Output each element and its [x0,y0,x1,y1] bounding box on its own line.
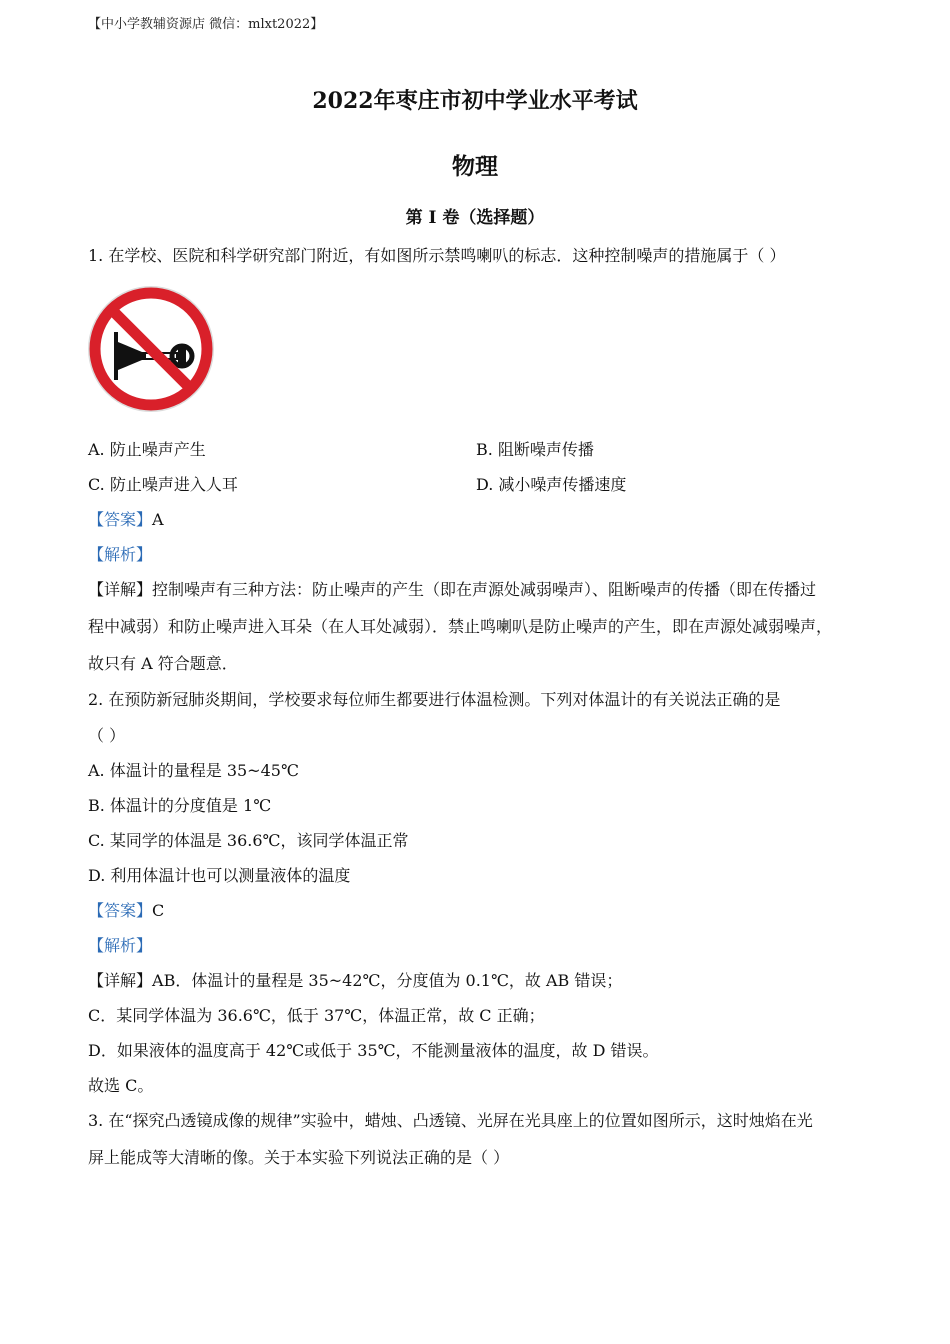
section-title: 第 I 卷（选择题） [405,208,545,228]
q1-detail-line-1: 【详解】控制噪声有三种方法：防止噪声的产生（即在声源处减弱噪声）、阻断噪声的传播（即在传播过 [88,580,817,599]
q1-option-c: C. 防止噪声进入人耳 [88,475,238,494]
q1-option-b: B. 阻断噪声传播 [476,440,594,459]
q1-stem: 1. 在学校、医院和科学研究部门附近，有如图所示禁鸣喇叭的标志．这种控制噪声的措施属于（ ） [88,246,786,265]
q2-option-c: C. 某同学的体温是 36.6℃，该同学体温正常 [88,831,409,850]
q1-detail-line-3: 故只有 A 符合题意． [88,654,238,673]
answer-value: A [152,510,164,529]
q1-analysis-tag: 【解析】 [88,545,153,564]
q1-option-d: D. 减小噪声传播速度 [476,475,627,494]
q2-detail-line-1: 【详解】AB．体温计的量程是 35~42℃，分度值为 0.1℃，故 AB 错误； [88,971,623,990]
q2-stem-line-1: 2. 在预防新冠肺炎期间，学校要求每位师生都要进行体温检测。下列对体温计的有关说法正确的是 [88,690,781,709]
q2-option-d: D. 利用体温计也可以测量液体的温度 [88,866,351,885]
exam-title: 2022年枣庄市初中学业水平考试 [312,88,638,114]
q2-stem-line-2: （ ） [88,726,126,745]
q2-conclusion: 故选 C。 [88,1076,154,1095]
q2-detail-line-2: C．某同学体温为 36.6℃，低于 37℃，体温正常，故 C 正确； [88,1006,545,1025]
detail-tag: 【详解】 [88,971,153,990]
q2-detail-line-3: D．如果液体的温度高于 42℃或低于 35℃，不能测量液体的温度，故 D 错误。 [88,1041,659,1060]
no-horn-sign-icon [86,284,216,414]
q1-answer [88,507,164,530]
answer-tag: 【答案】 [88,901,153,920]
answer-value: C [152,901,165,920]
q1-option-a: A. 防止噪声产生 [88,440,206,459]
detail-tag: 【详解】 [88,580,153,599]
q2-option-a: A. 体温计的量程是 35~45℃ [88,761,299,780]
q2-analysis-tag: 【解析】 [88,936,153,955]
answer-tag: 【答案】 [88,510,153,529]
q2-answer [88,898,164,921]
q1-detail-line-2: 程中减弱）和防止噪声进入耳朵（在人耳处减弱）．禁止鸣喇叭是防止噪声的产生，即在声源处减弱噪声， [88,617,833,636]
q3-stem-line-2: 屏上能成等大清晰的像。关于本实验下列说法正确的是（ ） [88,1148,510,1167]
header-note: 【中小学教辅资源店 微信：mlxt2022】 [88,17,324,32]
q2-option-b: B. 体温计的分度值是 1℃ [88,796,272,815]
q3-stem-line-1: 3. 在“探究凸透镜成像的规律”实验中，蜡烛、凸透镜、光屏在光具座上的位置如图所示，这时烛焰在光 [88,1111,813,1130]
subject-title: 物理 [452,153,498,180]
